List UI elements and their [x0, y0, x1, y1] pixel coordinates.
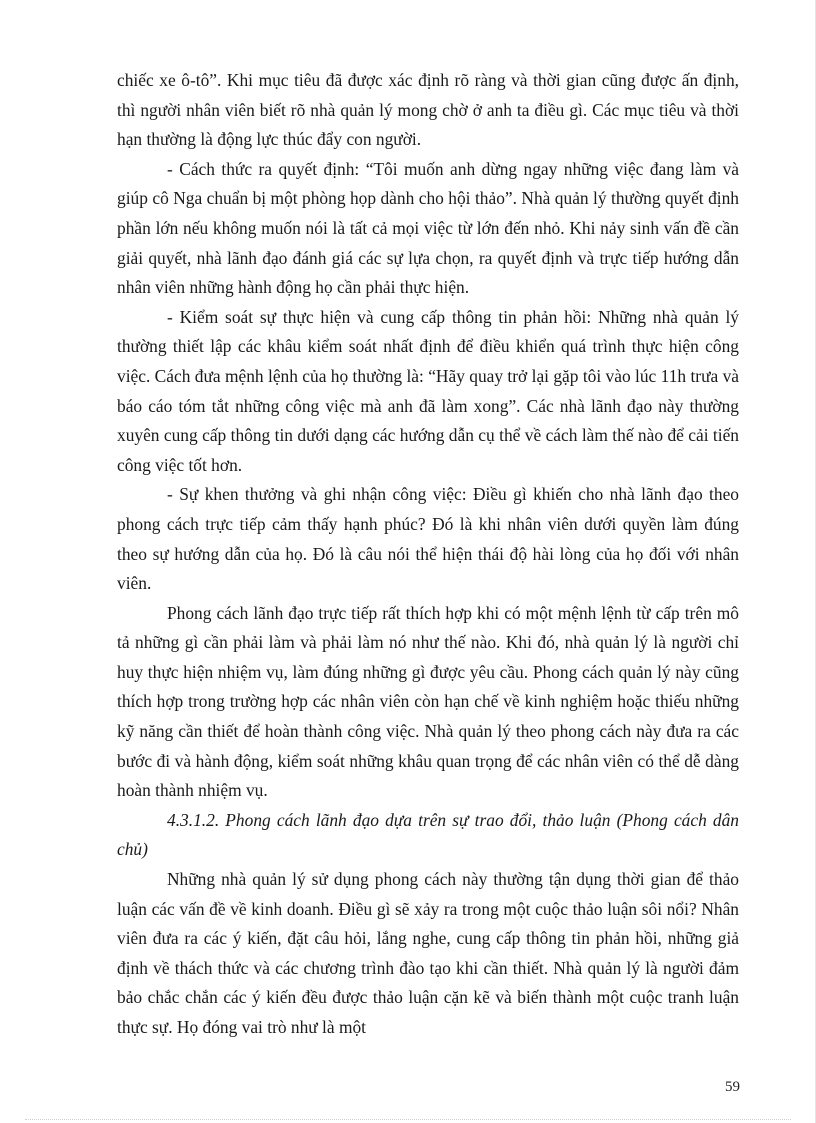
page-number: 59 [725, 1079, 740, 1095]
paragraph-rewards: - Sự khen thưởng và ghi nhận công việc: Điều gì khiến cho nhà lãnh đạo theo phong cách trực tiếp cảm thấy hạnh phúc? Đó là khi nhân viên dưới quyền làm đúng theo sự hướng dẫn của họ. Đó là câu nói thể hiện thái độ hài lòng của họ đối với nhân viên. [117, 484, 739, 594]
paragraph-control-feedback: - Kiểm soát sự thực hiện và cung cấp thông tin phản hồi: Những nhà quản lý thường thiết lập các khâu kiểm soát nhất định để điều khiển quá trình thực hiện công việc. Cách đưa mệnh lệnh của họ thường là: “Hãy quay trở lại gặp tôi vào lúc 11h trưa và báo cáo tóm tắt những công việc mà anh đã làm xong”. Các nhà lãnh đạo này thường xuyên cung cấp thông tin dưới dạng các hướng dẫn cụ thể về cách làm thế nào để cải tiến công việc tốt hơn. [117, 306, 739, 475]
paragraph-continuation: chiếc xe ô-tô”. Khi mục tiêu đã được xác định rõ ràng và thời gian cũng được ấn định, thì người nhân viên biết rõ nhà quản lý mong chờ ở anh ta điều gì. Các mục tiêu và thời hạn thường là động lực thúc đẩy con người. [117, 70, 739, 150]
section-heading: 4.3.1.2. Phong cách lãnh đạo dựa trên sự trao đổi, thảo luận (Phong cách dân chủ) [117, 809, 739, 860]
paragraph-democratic-style: Những nhà quản lý sử dụng phong cách này thường tận dụng thời gian để thảo luận các vấn đề về kinh doanh. Điều gì sẽ xảy ra trong một cuộc thảo luận sôi nổi? Nhân viên đưa ra các ý kiến, đặt câu hỏi, lắng nghe, cung cấp thông tin phản hồi, những giả định về thách thức và các chương trình đào tạo khi cần thiết. Nhà quản lý là người đảm bảo chắc chắn các ý kiến đều được thảo luận cặn kẽ và biến thành một cuộc tranh luận thực sự. Họ đóng vai trò như là một [117, 869, 739, 1037]
page-body [117, 66, 739, 1043]
page-bottom-divider [25, 1119, 791, 1120]
paragraph-decision-making: - Cách thức ra quyết định: “Tôi muốn anh dừng ngay những việc đang làm và giúp cô Nga chuẩn bị một phòng họp dành cho hội thảo”. Nhà quản lý thường quyết định phần lớn nếu không muốn nói là tất cả mọi việc từ lớn đến nhỏ. Khi nảy sinh vấn đề cần giải quyết, nhà lãnh đạo đánh giá các sự lựa chọn, ra quyết định và trực tiếp hướng dẫn nhân viên những hành động họ cần phải thực hiện. [117, 158, 739, 298]
paragraph-direct-style-summary: Phong cách lãnh đạo trực tiếp rất thích hợp khi có một mệnh lệnh từ cấp trên mô tả những gì cần phải làm và phải làm nó như thế nào. Khi đó, nhà quản lý là người chỉ huy thực hiện nhiệm vụ, làm đúng những gì được yêu cầu. Phong cách quản lý này cũng thích hợp trong trường hợp các nhân viên còn hạn chế về kinh nghiệm hoặc thiếu những kỹ năng cần thiết để hoàn thành công việc. Nhà quản lý theo phong cách này đưa ra các bước đi và hành động, kiểm soát những khâu quan trọng để các nhân viên có thể dễ dàng hoàn thành nhiệm vụ. [117, 602, 739, 801]
